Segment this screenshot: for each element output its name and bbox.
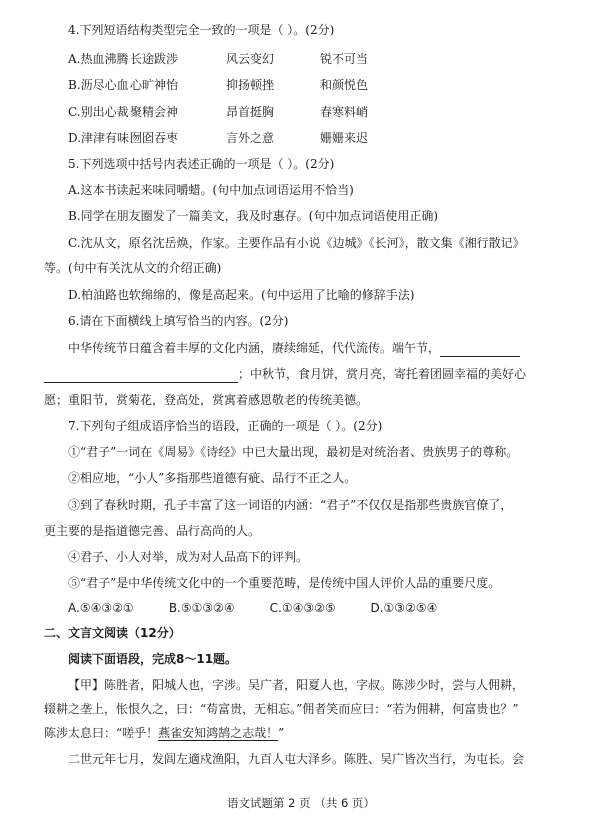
q7-sentence-5: ⑤“君子”是中华传统文化中的一个重要范畴，是传统中国人评价人品的重要尺度。: [68, 576, 501, 590]
q4-c-1: C.别出心裁: [68, 105, 129, 119]
q6-stem: 6.请在下面横线上填写恰当的内容。(2分): [68, 314, 289, 328]
q7-option-b: B.⑤①③②④: [168, 601, 235, 615]
q4-a-2: 长途跋涉: [130, 52, 179, 66]
q7-sentence-1: ①“君子”一词在《周易》《诗经》中已大量出现，最初是对统治者、贵族男子的尊称。: [68, 445, 519, 459]
q4-d-3: 言外之意: [226, 131, 275, 145]
q6-answer-blank-2[interactable]: [44, 368, 238, 383]
q7-option-c: C.①④③②⑤: [269, 601, 336, 615]
q5-option-a: A.这本书读起来味同嚼蜡。(句中加点词语运用不恰当): [68, 183, 354, 197]
q7-sentence-4: ④君子、小人对举，成为对人品高下的评判。: [68, 550, 309, 564]
q7-stem: 7.下列句子组成语序恰当的语段，正确的一项是（ ）。(2分): [68, 419, 383, 433]
q5-option-c-line2: 等。(句中有关沈从文的介绍正确): [44, 261, 222, 275]
q7-sentence-3-line1: ③到了春秋时期，孔子丰富了这一词语的内涵：“君子”不仅仅是指那些贵族官僚了，: [68, 498, 513, 512]
q4-b-3: 抑扬顿挫: [226, 78, 275, 92]
passage-line-2: 辍耕之垄上，怅恨久之，曰：“苟富贵，无相忘。”佣者笑而应曰：“若为佣耕，何富贵也？”: [44, 702, 519, 716]
passage-underlined-sentence: 燕雀安知鸿鹄之志哉！: [158, 726, 279, 740]
q4-a-4: 锐不可当: [320, 52, 369, 66]
passage-line-3: [44, 724, 556, 742]
q6-answer-blank-1[interactable]: [440, 342, 520, 357]
q4-a-3: 风云变幻: [226, 52, 275, 66]
q6-line3: 愿；重阳节，赏菊花，登高处，赏寓着感恩敬老的传统美德。: [44, 393, 369, 407]
q4-d-1: D.津津有味: [68, 131, 130, 145]
q4-c-3: 昂首挺胸: [226, 105, 275, 119]
q6-line2: [44, 365, 584, 383]
q5-option-d: D.柏油路也软绵绵的，像是高起来。(句中运用了比喻的修辞手法): [68, 288, 415, 302]
q7-options: [68, 599, 580, 617]
q7-sentence-2: ②相应地，“小人”多指那些道德有疵、品行不正之人。: [68, 471, 357, 485]
q4-c-2: 聚精会神: [130, 105, 179, 119]
q4-c-4: 春寒料峭: [320, 105, 369, 119]
q5-option-c-line1: C.沈从文，原名沈岳焕，作家。主要作品有小说《边城》《长河》，散文集《湘行散记》: [68, 236, 525, 250]
q7-option-d: D.①③②⑤④: [370, 601, 438, 615]
q4-b-1: B.沥尽心血: [68, 78, 129, 92]
q4-option-d: [68, 129, 580, 147]
passage-line-4: 二世元年七月，发闾左適戍渔阳，九百人屯大泽乡。陈胜、吴广皆次当行，为屯长。会: [68, 752, 525, 766]
q4-d-2: 囫囵吞枣: [130, 131, 179, 145]
section-2-title: 二、文言文阅读（12分）: [44, 626, 181, 640]
q6-line2-text: ；中秋节，食月饼，赏月亮，寄托着团圆幸福的美好心: [238, 367, 527, 381]
q4-b-2: 心旷神怡: [130, 78, 179, 92]
q5-stem: 5.下列选项中括号内表述正确的一项是（ ）。(2分): [68, 157, 335, 171]
page-footer: 语文试题第 2 页 （共 6 页）: [227, 796, 375, 810]
passage-line-3-pre: 陈涉太息曰：“嗟乎！: [44, 726, 159, 740]
q4-option-a: [68, 50, 580, 68]
section-2-intro: 阅读下面语段，完成8～11题。: [68, 652, 238, 666]
q6-line1-text: 中华传统节日蕴含着丰厚的文化内涵，赓续绵延，代代流传。端午节，: [68, 341, 441, 355]
q4-stem: 4.下列短语结构类型完全一致的一项是（ ）。(2分): [68, 23, 335, 37]
q4-option-c: [68, 103, 580, 121]
q4-option-b: [68, 76, 580, 94]
q7-option-a: A.⑤④③②①: [68, 601, 134, 615]
passage-line-1: 【甲】陈胜者，阳城人也，字涉。吴广者，阳夏人也，字叔。陈涉少时，尝与人佣耕，: [68, 678, 525, 692]
q7-sentence-3-line2: 更主要的是指道德完善、品行高尚的人。: [44, 524, 261, 538]
q4-b-4: 和颜悦色: [320, 78, 369, 92]
q4-d-4: 姗姗来迟: [320, 131, 369, 145]
passage-line-3-post: ”: [278, 726, 285, 740]
q4-a-1: A.热血沸腾: [68, 52, 129, 66]
q6-line1: [68, 339, 580, 357]
q5-option-b: B.同学在朋友圈发了一篇美文，我及时惠存。(句中加点词语使用正确): [68, 209, 438, 223]
